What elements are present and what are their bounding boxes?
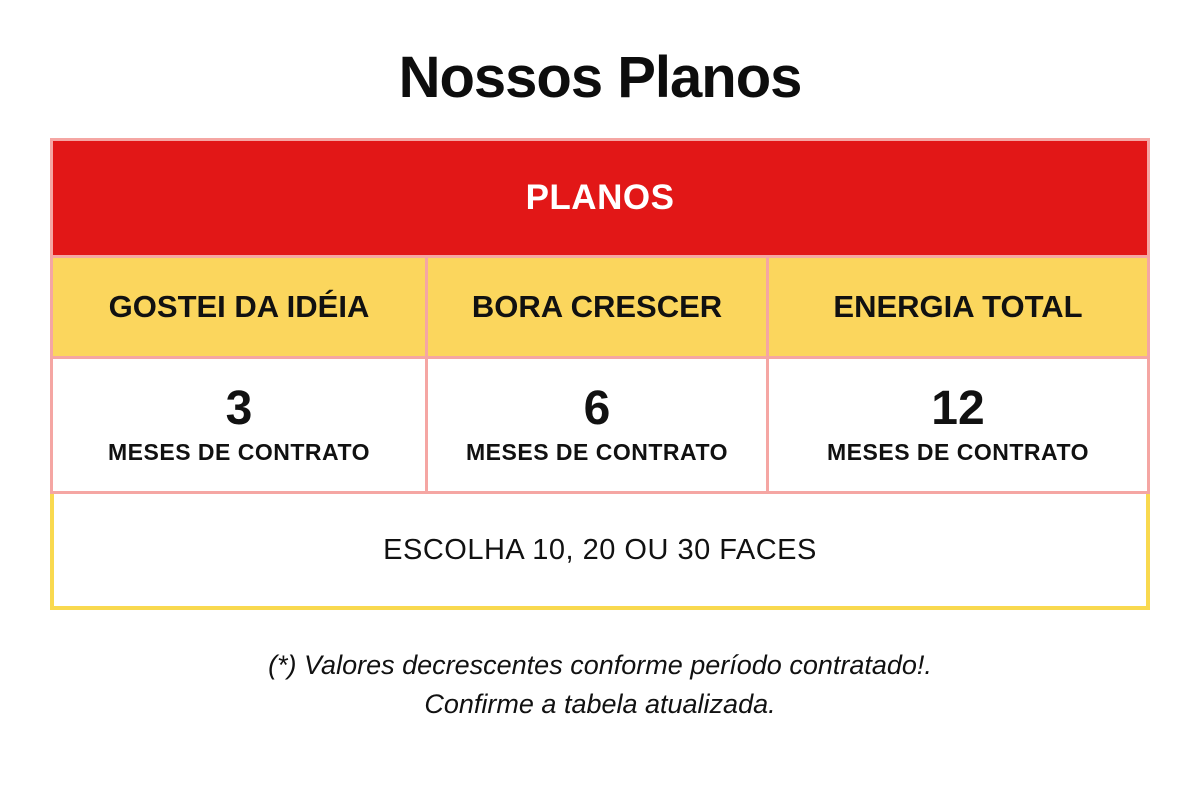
- footnote-line-1: (*) Valores decrescentes conforme período contratado!.: [268, 650, 932, 680]
- plan-name-label: GOSTEI DA IDÉIA: [108, 289, 370, 324]
- table-header-planos: [53, 141, 1147, 255]
- plan-name-label: ENERGIA TOTAL: [833, 289, 1083, 324]
- plan-name-bora-crescer: [428, 258, 766, 356]
- duration-number: 6: [583, 381, 611, 435]
- footnote-line-2: Confirme a tabela atualizada.: [424, 689, 776, 719]
- table-header-label: PLANOS: [525, 178, 675, 217]
- duration-number: 3: [225, 381, 253, 435]
- page-title: Nossos Planos: [398, 45, 802, 110]
- faces-row-label: ESCOLHA 10, 20 OU 30 FACES: [383, 533, 817, 566]
- footnote: [0, 646, 1200, 724]
- plan-duration-energia-total: [769, 359, 1147, 491]
- duration-label: MESES DE CONTRATO: [466, 439, 728, 466]
- plan-duration-gostei-da-ideia: [53, 359, 425, 491]
- plan-duration-bora-crescer: [428, 359, 766, 491]
- duration-label: MESES DE CONTRATO: [827, 439, 1089, 466]
- faces-row: [50, 494, 1150, 610]
- plans-table: [50, 138, 1150, 610]
- plans-table-grid: [50, 138, 1150, 494]
- duration-label: MESES DE CONTRATO: [108, 439, 370, 466]
- plan-name-energia-total: [769, 258, 1147, 356]
- plan-name-gostei-da-ideia: [53, 258, 425, 356]
- plan-name-label: BORA CRESCER: [471, 289, 723, 324]
- duration-number: 12: [931, 381, 985, 435]
